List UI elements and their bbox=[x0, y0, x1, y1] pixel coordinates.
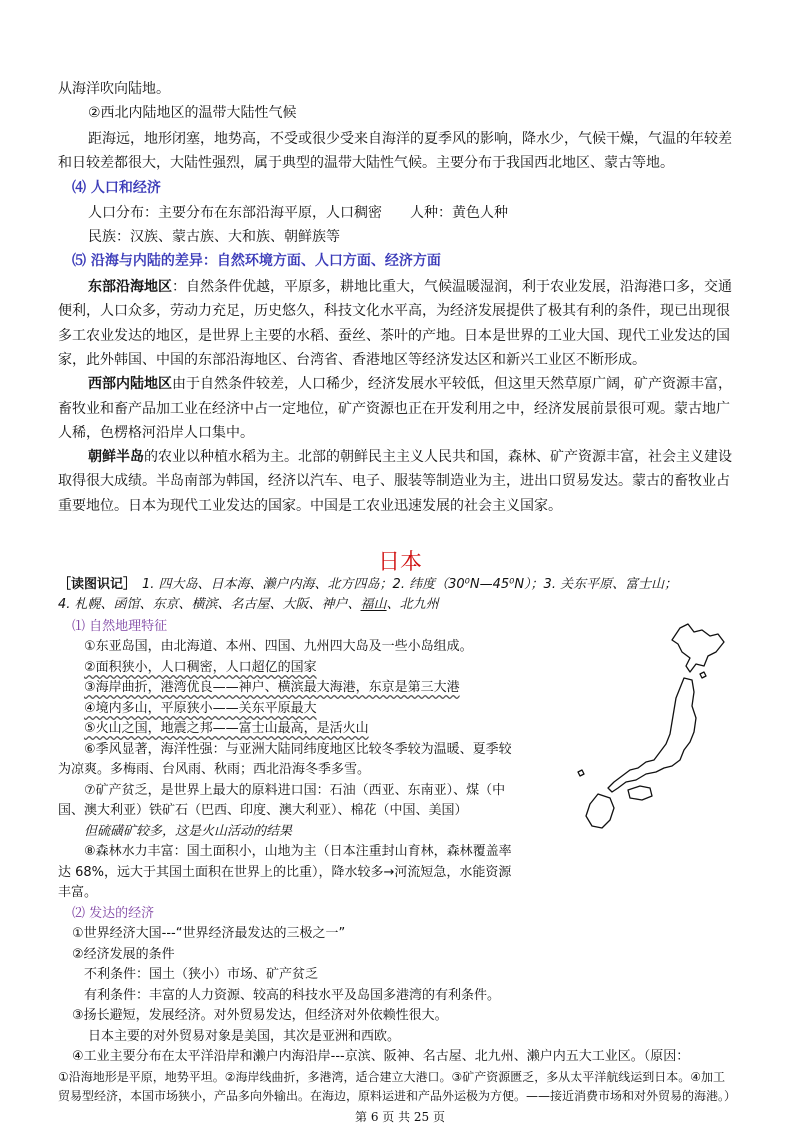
text-line: 重要地位。日本为现代工业发达的国家。中国是工农业迅速发展的社会主义国家。 bbox=[58, 498, 562, 514]
text-line: 国、澳大利亚）铁矿石（巴西、印度、澳大利亚）、棉花（中国、美国） bbox=[58, 803, 468, 818]
text-line: 人稀，色楞格河沿岸人口集中。 bbox=[58, 425, 254, 441]
text-line bbox=[58, 575, 677, 595]
section-heading: ⑸ 沿海与内陆的差异：自然环境方面、人口方面、经济方面 bbox=[72, 253, 441, 269]
text-line: 家，此外韩国、中国的东部沿海地区、台湾省、香港地区等经济发达区和新兴工业区不断形成。 bbox=[58, 352, 646, 368]
east-region-title: 东部沿海地区 bbox=[88, 279, 172, 295]
text-line: ⑤火山之国，地震之邦——富士山最高，是活火山 bbox=[84, 721, 369, 736]
text-line: ④境内多山，平原狭小——关东平原最大 bbox=[84, 701, 317, 716]
text-line bbox=[88, 275, 732, 299]
text-line: 取得很大成绩。半岛南部为韩国，经济以汽车、电子、服装等制造业为主，进出口贸易发达。蒙古的畜牧业占 bbox=[58, 473, 730, 489]
text-line: ①沿海地形是平原，地势平坦。②海岸线曲折，多港湾，适合建立大港口。③矿产资源匮乏，多从太平洋航线运到日本。④加工 bbox=[58, 1070, 726, 1084]
text-line: 日本主要的对外贸易对象是美国，其次是亚洲和西欧。 bbox=[88, 1029, 401, 1044]
west-region-title: 西部内陆地区 bbox=[88, 376, 172, 392]
text-line: 从海洋吹向陆地。 bbox=[58, 81, 170, 97]
text-line: 不利条件：国土（狭小）市场、矿产贫乏 bbox=[84, 967, 319, 982]
kyushu-island bbox=[586, 794, 614, 828]
read-label: ［读图识记］ bbox=[58, 577, 137, 592]
text-line: ②经济发展的条件 bbox=[72, 947, 175, 962]
honshu-island bbox=[608, 678, 696, 792]
text-line: ⑥季风显著，海洋性强：与亚洲大陆同纬度地区比较冬季较为温暖、夏季较 bbox=[84, 742, 512, 757]
text-span: 福山 bbox=[360, 597, 387, 612]
text-span: 1. 四大岛、日本海、濑户内海、北方四岛；2. 纬度（30⁰N—45⁰N）；3. 关东平原、富士山； bbox=[142, 577, 678, 592]
text-line bbox=[58, 595, 439, 615]
text-span: 由于自然条件较差，人口稀少，经济发展水平较低，但这里天然草原广阔，矿产资源丰富， bbox=[172, 376, 732, 392]
text-span: 、北九州 bbox=[386, 597, 439, 612]
text-line: 多工农业发达的地区，是世界上主要的水稻、蚕丝、茶叶的产地。日本是世界的工业大国、现代工业发达的国 bbox=[58, 328, 730, 344]
text-line: 民族：汉族、蒙古族、大和族、朝鲜族等 bbox=[88, 229, 340, 245]
text-line bbox=[88, 445, 732, 469]
text-span: 4. 札幌、函馆、东京、横滨、名古屋、大阪、神户、 bbox=[58, 597, 361, 612]
text-line: ⑦矿产贫乏，是世界上最大的原料进口国：石油（西亚、东南亚）、煤（中 bbox=[84, 783, 506, 798]
text-line: 和日较差都很大，大陆性强烈，属于典型的温带大陆性气候。主要分布于我国西北地区、蒙古等地。 bbox=[58, 155, 674, 171]
small-island bbox=[578, 770, 584, 776]
japan-outline-map bbox=[568, 622, 730, 836]
section-heading: ⑷ 人口和经济 bbox=[72, 180, 161, 196]
text-line: ④工业主要分布在太平洋沿岸和濑户内海沿岸---京滨、阪神、名古屋、北九州、濑户内五大工业区。（原因： bbox=[72, 1049, 690, 1064]
page-footer: 第 6 页 共 25 页 bbox=[355, 1110, 445, 1124]
text-line: ⑧森林水力丰富：国土面积小，山地为主（日本注重封山育林，森林覆盖率 bbox=[84, 844, 512, 859]
text-line: 有利条件：丰富的人力资源、较高的科技水平及岛国多港湾的有利条件。 bbox=[84, 988, 501, 1003]
text-line: 畜牧业和畜产品加工业在经济中占一定地位，矿产资源也正在开发利用之中，经济发展前景很可观。蒙古地广 bbox=[58, 401, 730, 417]
text-line: ③扬长避短，发展经济。对外贸易发达，但经济对外依赖性很大。 bbox=[72, 1008, 448, 1023]
text-line: 但硫磺矿较多，这是火山活动的结果 bbox=[84, 824, 293, 839]
text-line: 贸易型经济，本国市场狭小，产品多向外输出。在海边，原料运进和产品外运极为方便。——接近消费市场和对外贸易的海港。） bbox=[58, 1089, 737, 1103]
text-line: ①世界经济大国---“世界经济最发达的三极之一” bbox=[72, 926, 346, 941]
text-line: ③海岸曲折，港湾优良——神户、横滨最大海港，东京是第三大港 bbox=[84, 680, 460, 695]
subsection-heading: ⑴ 自然地理特征 bbox=[72, 619, 168, 634]
text-line bbox=[88, 372, 732, 396]
text-span: ：自然条件优越，平原多，耕地比重大，气候温暖湿润，利于农业发展，沿海港口多，交通 bbox=[172, 279, 732, 295]
text-line: ①东亚岛国，由北海道、本州、四国、九州四大岛及一些小岛组成。 bbox=[84, 639, 473, 654]
text-line: 距海远，地形闭塞，地势高，不受或很少受来自海洋的夏季风的影响，降水少，气候干燥，气温的年较差 bbox=[88, 131, 732, 147]
shikoku-island bbox=[628, 786, 652, 800]
small-island bbox=[700, 672, 706, 678]
text-line: 丰富。 bbox=[58, 885, 98, 900]
text-span: 的农业以种植水稻为主。北部的朝鲜民主主义人民共和国，森林、矿产资源丰富，社会主义建设 bbox=[144, 449, 732, 465]
subsection-heading: ⑵ 发达的经济 bbox=[72, 906, 155, 921]
hokkaido-island bbox=[672, 624, 724, 672]
text-line: ②面积狭小，人口稠密，人口超亿的国家 bbox=[84, 660, 317, 675]
text-line: 便利，人口众多，劳动力充足，历史悠久，科技文化水平高，为经济发展提供了极其有利的条件，现已出现很 bbox=[58, 303, 730, 319]
text-line: 人口分布：主要分布在东部沿海平原，人口稠密 人种：黄色人种 bbox=[88, 205, 508, 221]
text-line: ②西北内陆地区的温带大陆性气候 bbox=[88, 105, 297, 121]
japan-title: 日本 bbox=[377, 550, 422, 575]
korea-title: 朝鲜半岛 bbox=[88, 449, 144, 465]
text-line: 达 68%，远大于其国土面积在世界上的比重），降水较多→河流短急，水能资源 bbox=[58, 865, 512, 880]
text-line: 为凉爽。多梅雨、台风雨、秋雨；西北沿海冬季多雪。 bbox=[58, 762, 371, 777]
